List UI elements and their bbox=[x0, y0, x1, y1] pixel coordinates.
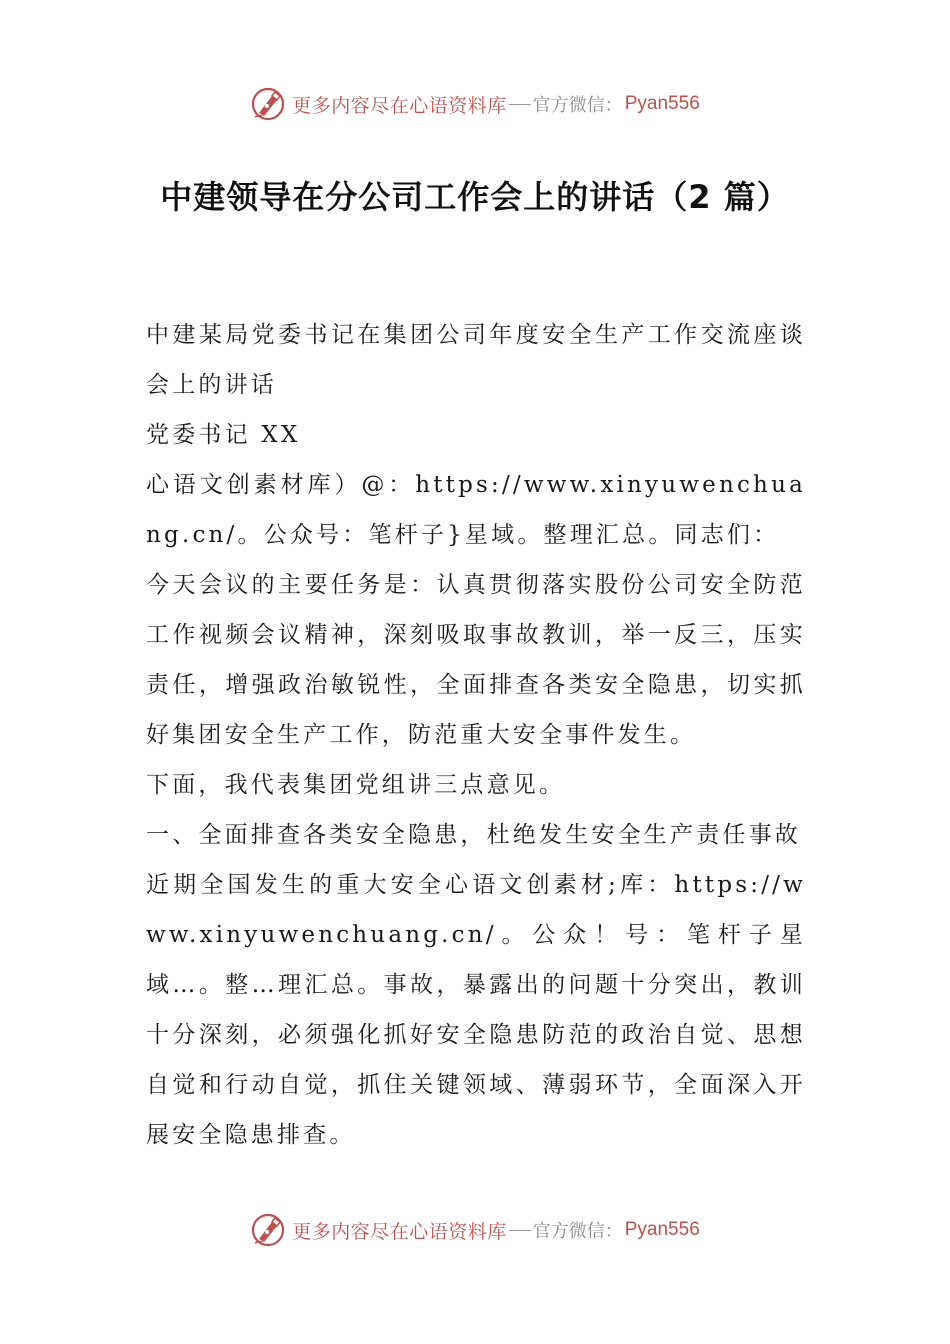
main-task-paragraph: 今天会议的主要任务是：认真贯彻落实股份公司安全防范工作视频会议精神，深刻吸取事故教训，举一反三，压实责任，增强政治敏锐性，全面排查各类安全隐患，切实抓好集团安全生产工作，防范重大安全事件发生。 bbox=[146, 572, 806, 748]
section-one-heading: 一、全面排查各类安全隐患，杜绝发生安全生产责任事故 bbox=[146, 822, 801, 848]
banner-wechat-id: Pyan556 bbox=[624, 1219, 700, 1240]
banner-dash-divider bbox=[509, 1230, 531, 1231]
banner-brand-text: 更多内容尽在心语资料库 bbox=[292, 1220, 507, 1243]
pen-nib-logo-icon bbox=[250, 86, 286, 122]
opinions-intro-paragraph: 下面，我代表集团党组讲三点意见。 bbox=[146, 772, 566, 798]
banner-official-label: 官方微信： bbox=[532, 95, 623, 116]
section-one-body: 近期全国发生的重大安全心语文创素材;库：https://www.xinyuwenchuang.cn/。公众！号：笔杆子星域…。整…理汇总。事故，暴露出的问题十分突出，教训十分深刻，必须强化抓好安全隐患防范的政治自觉、思想自觉和行动自觉，抓住关键领域、薄弱环节，全面深入开展安全隐患排查。 bbox=[146, 872, 806, 1148]
speech-heading: 中建某局党委书记在集团公司年度安全生产工作交流座谈会上的讲话 bbox=[146, 322, 806, 398]
banner-brand-text: 更多内容尽在心语资料库 bbox=[292, 94, 507, 117]
banner-dash-divider bbox=[509, 104, 531, 105]
banner-wechat-id: Pyan556 bbox=[624, 93, 700, 114]
document-body bbox=[146, 310, 806, 1160]
header-watermark-banner bbox=[0, 82, 950, 126]
banner-official-label: 官方微信： bbox=[532, 1221, 623, 1242]
pen-nib-logo-icon bbox=[250, 1212, 286, 1248]
source-note-paragraph: 心语文创素材库）@：https://www.xinyuwenchuang.cn/。公众号：笔杆子}星域。整理汇总。同志们： bbox=[146, 472, 806, 548]
footer-watermark-banner bbox=[0, 1208, 950, 1252]
document-title: 中建领导在分公司工作会上的讲话（2 篇） bbox=[160, 178, 790, 216]
speaker-line: 党委书记 XX bbox=[146, 422, 301, 448]
